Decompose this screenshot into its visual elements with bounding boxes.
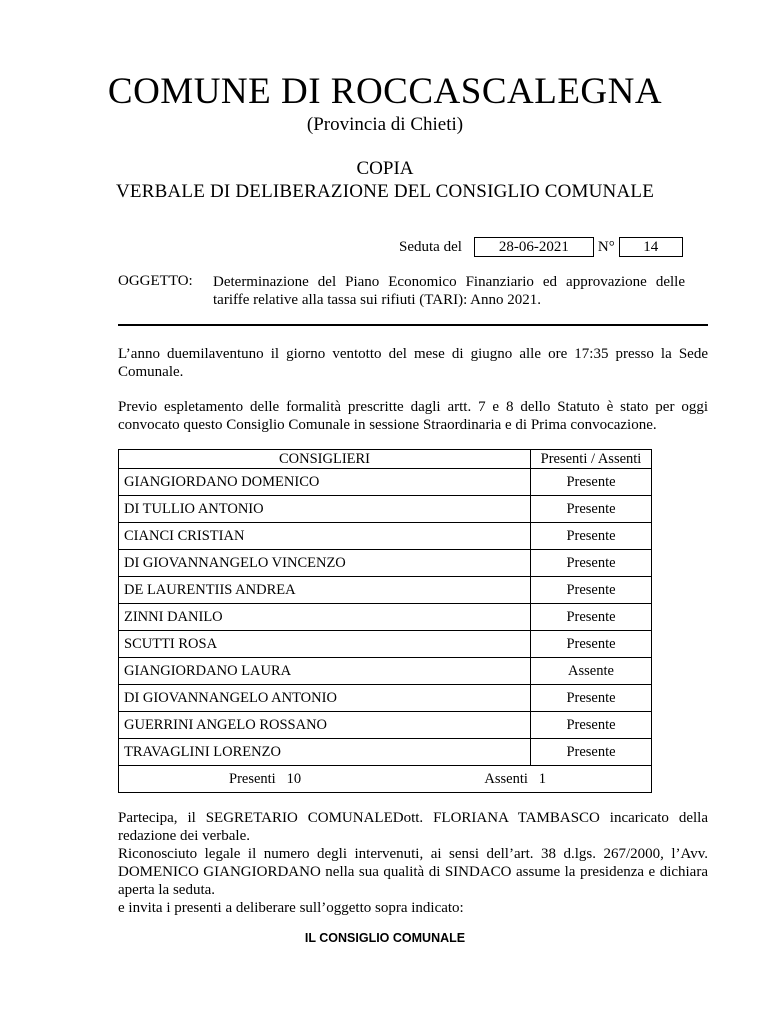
table-row (119, 577, 652, 604)
table-row (119, 631, 652, 658)
session-number-label: N° (597, 238, 615, 255)
present-count: 10 (286, 770, 302, 787)
present-label: Presenti (229, 770, 276, 787)
councillor-name: DI GIOVANNANGELO ANTONIO (119, 685, 531, 712)
table-row (119, 550, 652, 577)
attendance-status: Presente (531, 577, 652, 604)
intro-paragraph-convocation: Previo espletamento delle formalità prescritte dagli artt. 7 e 8 dello Statuto è stato per oggi convocato questo Consiglio Comunale in sessione Straordinaria e di Prima convocazione. (118, 399, 708, 433)
session-info (399, 237, 683, 257)
councillor-name: DI TULLIO ANTONIO (119, 496, 531, 523)
separator-rule (118, 324, 708, 326)
councillor-name: CIANCI CRISTIAN (119, 523, 531, 550)
council-heading: IL CONSIGLIO COMUNALE (304, 931, 466, 945)
attendance-status: Presente (531, 496, 652, 523)
table-row (119, 739, 652, 766)
attendance-status: Presente (531, 739, 652, 766)
present-total (229, 771, 301, 788)
session-label: Seduta del (399, 238, 462, 255)
province-subtitle: (Provincia di Chieti) (306, 114, 464, 135)
councillor-name: GUERRINI ANGELO ROSSANO (119, 712, 531, 739)
document-type-heading: VERBALE DI DELIBERAZIONE DEL CONSIGLIO COMUNALE (116, 181, 654, 202)
secretary-paragraph: Partecipa, il SEGRETARIO COMUNALEDott. FLORIANA TAMBASCO incaricato della redazione dei verbale. (118, 810, 708, 844)
councillor-name: DE LAURENTIIS ANDREA (119, 577, 531, 604)
attendance-status: Presente (531, 631, 652, 658)
councillor-name: GIANGIORDANO LAURA (119, 658, 531, 685)
attendance-status: Presente (531, 712, 652, 739)
table-row (119, 685, 652, 712)
councillor-name: SCUTTI ROSA (119, 631, 531, 658)
absent-total (484, 771, 546, 788)
councillor-name: ZINNI DANILO (119, 604, 531, 631)
attendance-status: Presente (531, 469, 652, 496)
invitation-paragraph: e invita i presenti a deliberare sull’oggetto sopra indicato: (118, 900, 464, 916)
attendance-table (118, 449, 652, 793)
attendance-status: Presente (531, 685, 652, 712)
totals-cell (119, 766, 652, 793)
copy-label: COPIA (356, 158, 414, 179)
session-date: 28-06-2021 (474, 237, 594, 257)
attendance-status: Assente (531, 658, 652, 685)
quorum-paragraph: Riconosciuto legale il numero degli intervenuti, ai sensi dell’art. 38 d.lgs. 267/2000, l’Avv. DOMENICO GIANGIORDANO nella sua qualità di SINDACO assume la presidenza e dichiara aperta la seduta. (118, 846, 708, 898)
councillor-name: TRAVAGLINI LORENZO (119, 739, 531, 766)
column-header-status: Presenti / Assenti (531, 450, 652, 469)
attendance-header-row (119, 450, 652, 469)
table-row (119, 604, 652, 631)
totals-row (119, 766, 652, 793)
table-row (119, 496, 652, 523)
attendance-status: Presente (531, 604, 652, 631)
councillor-name: DI GIOVANNANGELO VINCENZO (119, 550, 531, 577)
subject-text: Determinazione del Piano Economico Finanziario ed approvazione delle tariffe relative alla tassa sui rifiuti (TARI): Anno 2021. (213, 274, 685, 308)
municipality-title: COMUNE DI ROCCASCALEGNA (107, 71, 663, 112)
attendance-status: Presente (531, 523, 652, 550)
table-row (119, 469, 652, 496)
column-header-councillors: CONSIGLIERI (119, 450, 531, 469)
table-row (119, 523, 652, 550)
attendance-status: Presente (531, 550, 652, 577)
absent-label: Assenti (484, 770, 528, 787)
intro-paragraph-date: L’anno duemilaventuno il giorno ventotto del mese di giugno alle ore 17:35 presso la Sede Comunale. (118, 346, 708, 380)
session-number: 14 (619, 237, 683, 257)
table-row (119, 658, 652, 685)
absent-count: 1 (538, 770, 546, 787)
councillor-name: GIANGIORDANO DOMENICO (119, 469, 531, 496)
table-row (119, 712, 652, 739)
subject-label: OGGETTO: (118, 273, 193, 289)
